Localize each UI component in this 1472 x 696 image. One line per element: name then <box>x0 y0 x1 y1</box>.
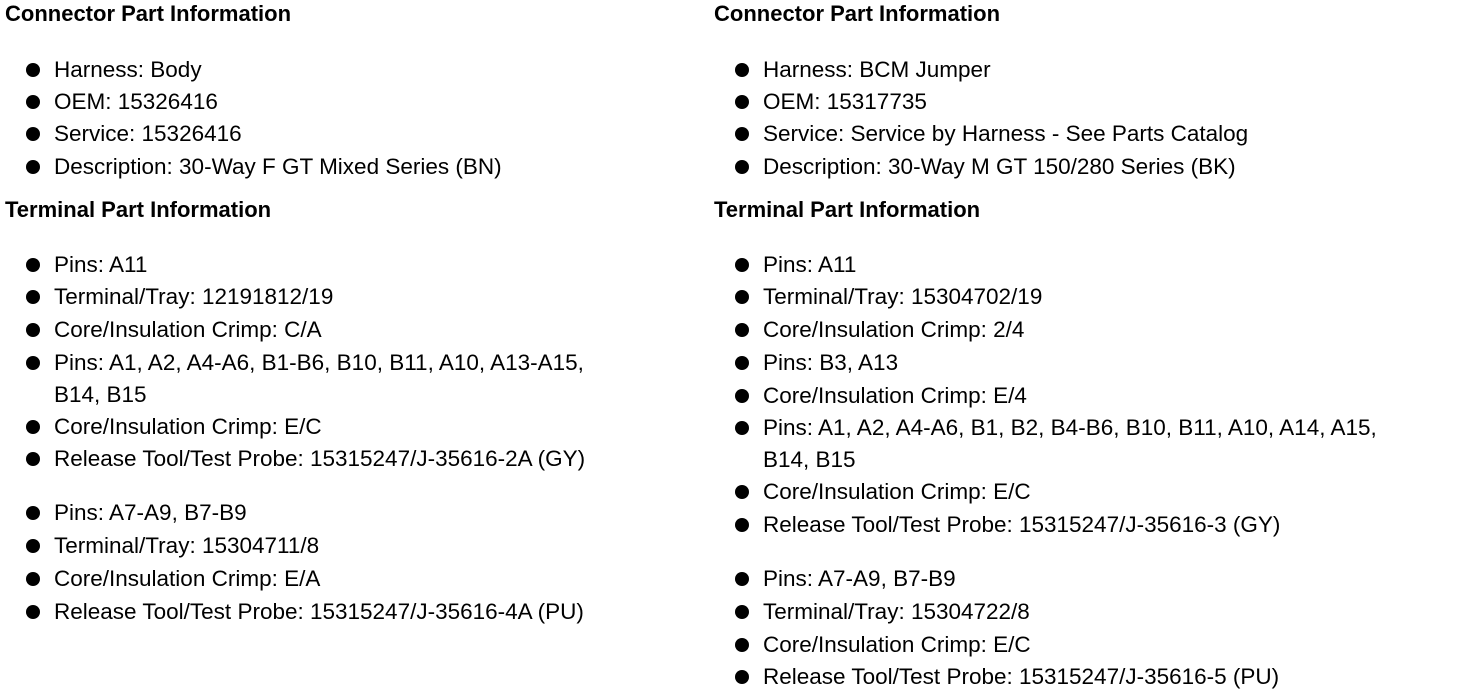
bullet-icon <box>26 290 40 304</box>
bullet-icon <box>26 506 40 520</box>
bullet-icon <box>26 605 40 619</box>
bullet-icon <box>26 420 40 434</box>
connector-part-info-heading: Connector Part Information <box>714 1 1001 26</box>
bullet-icon <box>26 258 40 272</box>
bullet-icon <box>735 258 749 272</box>
bullet-icon <box>735 389 749 403</box>
bullet-icon <box>735 485 749 499</box>
connector-part-info-heading: Connector Part Information <box>5 1 292 26</box>
terminal-part-info-heading: Terminal Part Information <box>5 197 272 222</box>
bullet-icon <box>26 127 40 141</box>
bullet-icon <box>26 356 40 370</box>
bullet-icon <box>26 323 40 337</box>
bullet-icon <box>735 356 749 370</box>
bullet-icon <box>735 63 749 77</box>
bullet-icon <box>735 638 749 652</box>
bullet-icon <box>735 572 749 586</box>
bullet-icon <box>735 160 749 174</box>
bullet-icon <box>735 95 749 109</box>
terminal-part-info-heading: Terminal Part Information <box>714 197 981 222</box>
bullet-icon <box>735 605 749 619</box>
bullet-icon <box>26 95 40 109</box>
bullet-icon <box>26 63 40 77</box>
bullet-icon <box>26 160 40 174</box>
bullet-icon <box>735 518 749 532</box>
bullet-icon <box>26 572 40 586</box>
bullet-icon <box>735 127 749 141</box>
bullet-icon <box>26 452 40 466</box>
bullet-icon <box>735 670 749 684</box>
bullet-icon <box>735 323 749 337</box>
bullet-icon <box>735 290 749 304</box>
bullet-icon <box>26 539 40 553</box>
bullet-icon <box>735 421 749 435</box>
